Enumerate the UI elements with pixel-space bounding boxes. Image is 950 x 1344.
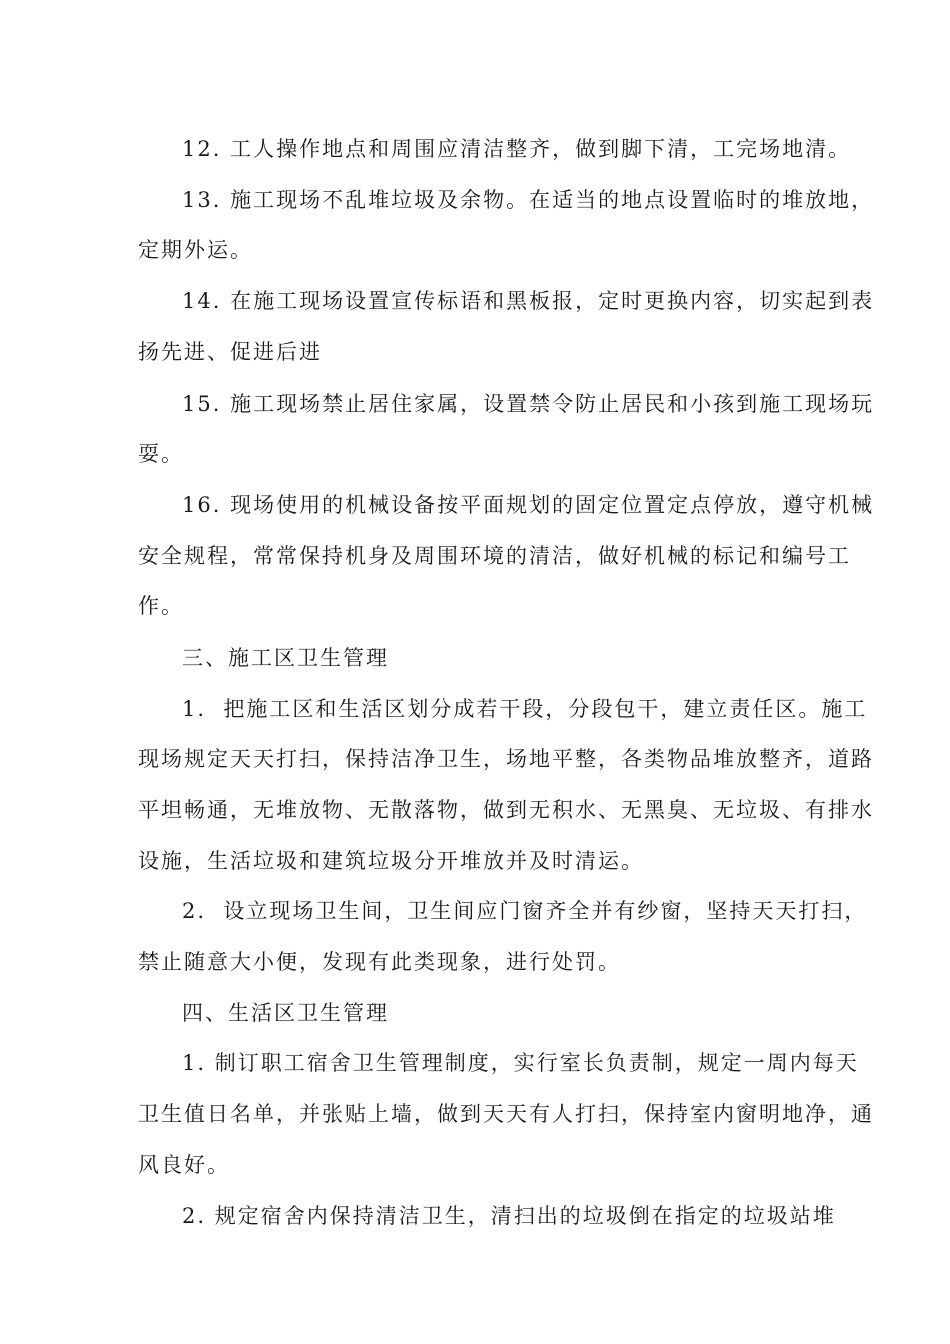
section-3-item-1-line-3: 平坦畅通，无堆放物、无散落物，做到无积水、无黑臭、无垃圾、有排水 xyxy=(138,798,874,822)
paragraph-15-line-1: 15. 施工现场禁止居住家属，设置禁令防止居民和小孩到施工现场玩 xyxy=(182,392,875,416)
section-3-item-1-line-4: 设施，生活垃圾和建筑垃圾分开堆放并及时清运。 xyxy=(138,849,644,873)
section-heading-4: 四、生活区卫生管理 xyxy=(182,1001,389,1025)
section-4-item-1-line-1: 1. 制订职工宿舍卫生管理制度，实行室长负责制，规定一周内每天 xyxy=(182,1051,859,1075)
paragraph-16-line-3: 作。 xyxy=(138,594,184,618)
paragraph-16-line-2: 安全规程，常常保持机身及周围环境的清洁，做好机械的标记和编号工 xyxy=(138,544,851,568)
section-3-item-2-line-2: 禁止随意大小便，发现有此类现象，进行处罚。 xyxy=(138,950,621,974)
paragraph-14-line-2: 扬先进、促进后进 xyxy=(138,340,322,364)
paragraph-15-line-2: 耍。 xyxy=(138,442,184,466)
section-heading-3: 三、施工区卫生管理 xyxy=(182,646,389,670)
paragraph-16-line-1: 16. 现场使用的机械设备按平面规划的固定位置定点停放，遵守机械 xyxy=(182,493,875,517)
section-3-item-2-line-1: 2. 设立现场卫生间，卫生间应门窗齐全并有纱窗，坚持天天打扫， xyxy=(182,899,868,923)
section-4-item-1-line-2: 卫生值日名单，并张贴上墙，做到天天有人打扫，保持室内窗明地净，通 xyxy=(138,1102,874,1126)
paragraph-13-line-1: 13. 施工现场不乱堆垃圾及余物。在适当的地点设置临时的堆放地， xyxy=(182,188,875,212)
section-4-item-1-line-3: 风良好。 xyxy=(138,1153,230,1177)
paragraph-12-line-1: 12. 工人操作地点和周围应清洁整齐，做到脚下清，工完场地清。 xyxy=(182,137,852,161)
section-3-item-1-line-1: 1. 把施工区和生活区划分成若干段，分段包干，建立责任区。施工 xyxy=(182,697,868,721)
paragraph-14-line-1: 14. 在施工现场设置宣传标语和黑板报，定时更换内容，切实起到表 xyxy=(182,289,875,313)
section-3-item-1-line-2: 现场规定天天打扫，保持洁净卫生，场地平整，各类物品堆放整齐，道路 xyxy=(138,747,874,771)
section-4-item-2-line-1: 2. 规定宿舍内保持清洁卫生，清扫出的垃圾倒在指定的垃圾站堆 xyxy=(182,1204,836,1228)
paragraph-13-line-2: 定期外运。 xyxy=(138,238,253,262)
